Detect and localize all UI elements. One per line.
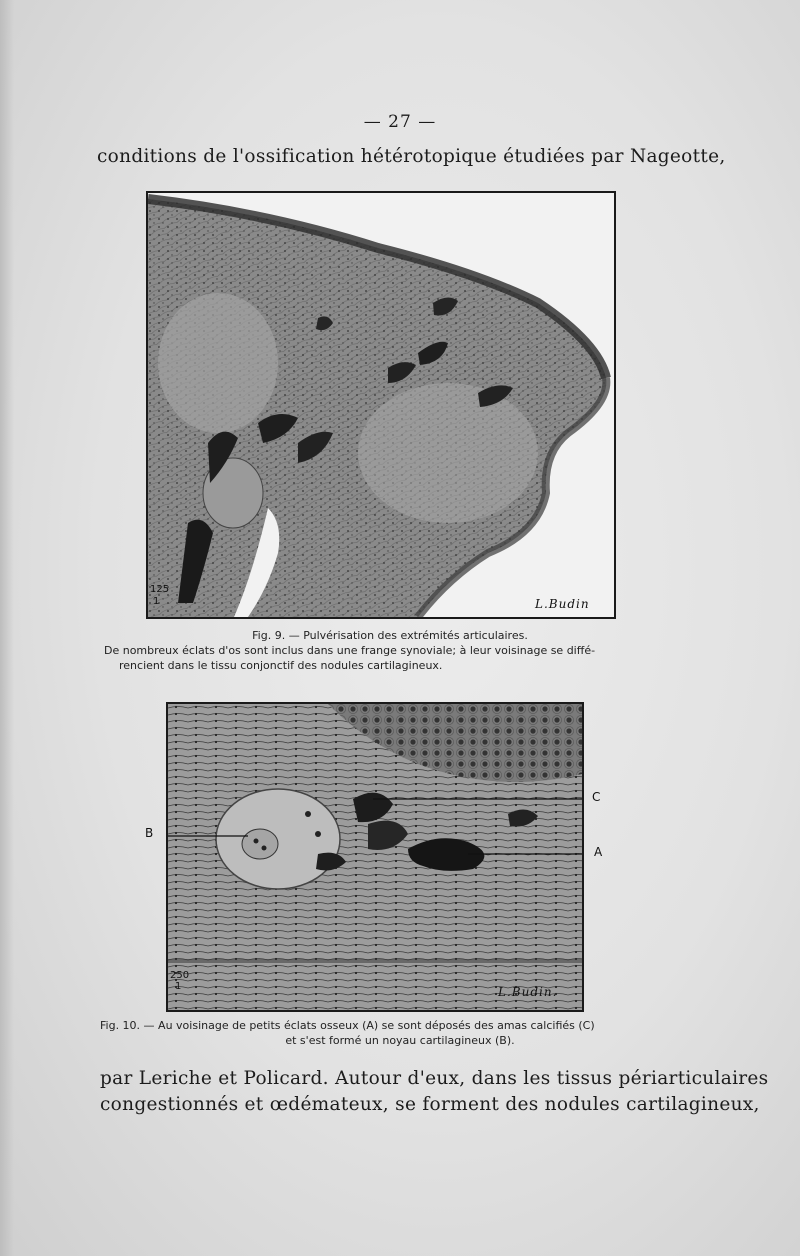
figure-10-label-b: B xyxy=(145,826,154,840)
figure-9-illustration xyxy=(148,193,614,617)
body-text-bottom-1: par Leriche et Policard. Autour d'eux, dans les tissus périarticulaires xyxy=(100,1068,769,1089)
figure-9-scale-denominator: 1 xyxy=(153,596,160,607)
figure-9-signature: L.Budin xyxy=(535,597,590,611)
figure-9-caption-line-1: De nombreux éclats d'os sont inclus dans une frange synoviale; à leur voisinage se diffé- xyxy=(104,644,596,657)
figure-10-scale: 250 xyxy=(170,970,190,981)
body-text-bottom-2: congestionnés et œdémateux, se forment des nodules cartilagineux, xyxy=(100,1094,760,1115)
figure-10-caption-line-2: et s'est formé un noyau cartilagineux (B). xyxy=(285,1034,515,1047)
figure-10-label-c: C xyxy=(592,790,601,804)
figure-10-label-a: A xyxy=(594,845,603,859)
page-number: — 27 — xyxy=(363,112,437,132)
figure-9-scale: 125 xyxy=(150,584,170,595)
figure-10-signature: L.Budin. xyxy=(498,985,558,999)
figure-9-caption-line-2: rencient dans le tissu conjonctif des nodules cartilagineux. xyxy=(119,659,443,672)
body-text-top: conditions de l'ossification hétérotopique étudiées par Nageotte, xyxy=(97,146,726,167)
figure-10-illustration xyxy=(168,704,582,1010)
figure-9-plate xyxy=(146,191,616,619)
figure-10-plate xyxy=(166,702,584,1012)
figure-10-caption xyxy=(100,1018,700,1048)
figure-10-caption-line-1: Fig. 10. — Au voisinage de petits éclats osseux (A) se sont déposés des amas calcifiés (C) xyxy=(100,1019,595,1032)
figure-9-caption xyxy=(90,628,690,673)
figure-9-caption-title: Fig. 9. — Pulvérisation des extrémités articulaires. xyxy=(252,629,528,642)
figure-10-scale-denominator: 1 xyxy=(175,981,182,992)
